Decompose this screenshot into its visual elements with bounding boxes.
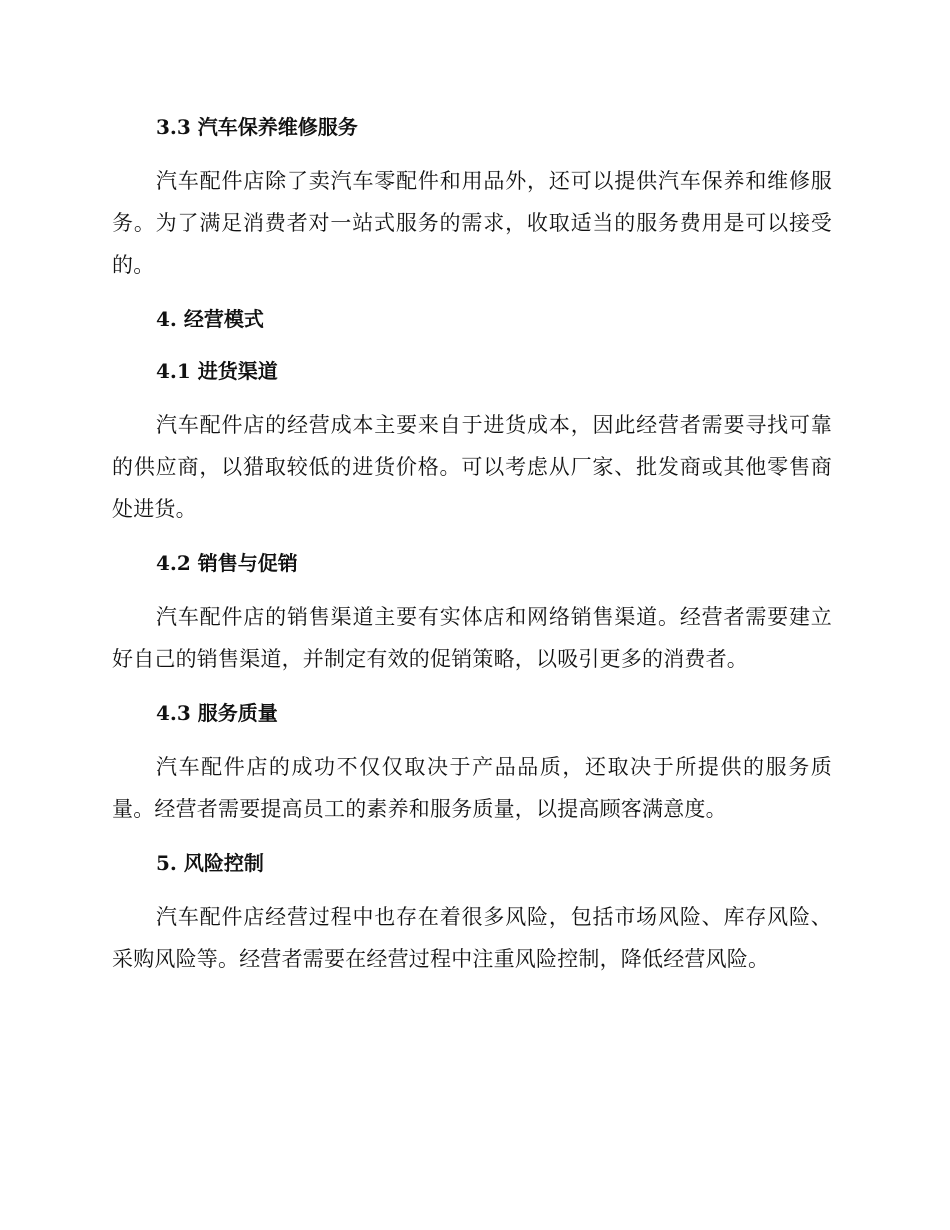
section-paragraph-4-3: 汽车配件店的成功不仅仅取决于产品品质，还取决于所提供的服务质量。经营者需要提高员工的素养和服务质量，以提高顾客满意度。: [112, 755, 832, 821]
section-heading-4-3: 4.3 服务质量: [156, 701, 278, 725]
section-heading-4-1: 4.1 进货渠道: [156, 359, 278, 383]
section-paragraph-4-2: 汽车配件店的销售渠道主要有实体店和网络销售渠道。经营者需要建立好自己的销售渠道，并制定有效的促销策略，以吸引更多的消费者。: [112, 605, 832, 671]
section-paragraph-5: 汽车配件店经营过程中也存在着很多风险，包括市场风险、库存风险、采购风险等。经营者需要在经营过程中注重风险控制，降低经营风险。: [112, 905, 832, 971]
section-heading-4: 4. 经营模式: [156, 307, 264, 331]
section-paragraph-3-3: 汽车配件店除了卖汽车零配件和用品外，还可以提供汽车保养和维修服务。为了满足消费者对一站式服务的需求，收取适当的服务费用是可以接受的。: [112, 169, 832, 277]
document-body: [112, 108, 832, 980]
section-heading-4-2: 4.2 销售与促销: [156, 551, 298, 575]
section-heading-5: 5. 风险控制: [156, 851, 264, 875]
section-paragraph-4-1: 汽车配件店的经营成本主要来自于进货成本，因此经营者需要寻找可靠的供应商，以猎取较低的进货价格。可以考虑从厂家、批发商或其他零售商处进货。: [112, 413, 832, 521]
section-heading-3-3: 3.3 汽车保养维修服务: [156, 115, 358, 139]
